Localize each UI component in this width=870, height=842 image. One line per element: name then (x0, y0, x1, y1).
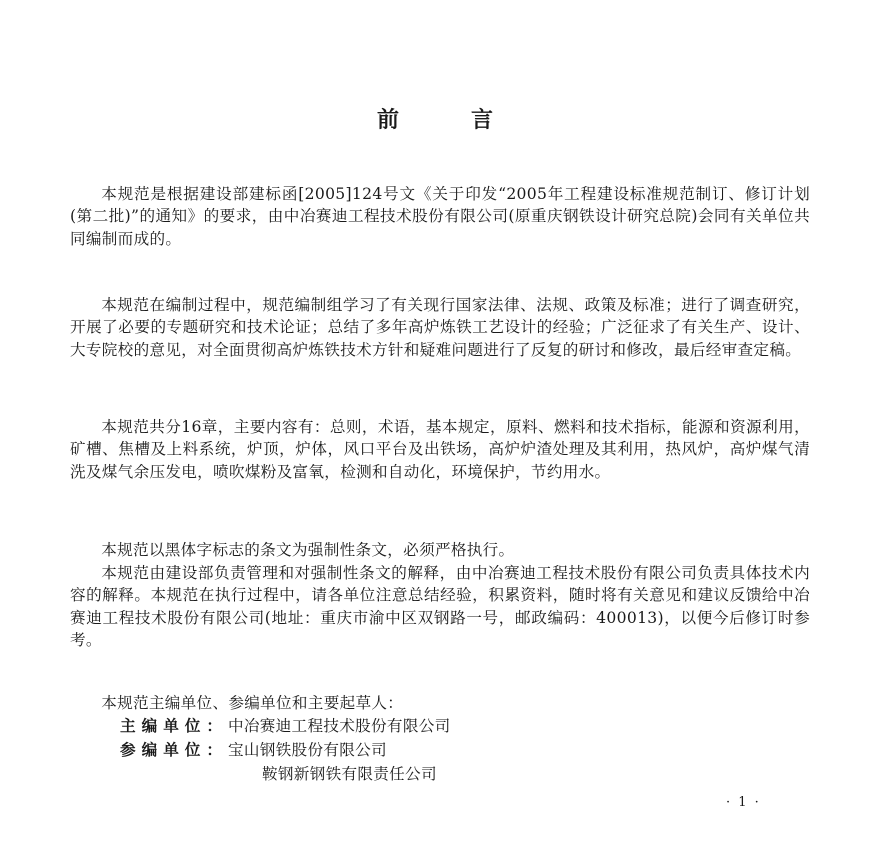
title-char-2: 言 (471, 108, 494, 133)
chief-unit-value: 中冶赛迪工程技术股份有限公司 (227, 717, 451, 735)
chief-unit-label: 主编单位： (120, 717, 228, 735)
participating-unit-label: 参编单位： (120, 741, 228, 759)
participating-unit-value-1: 宝山钢铁股份有限公司 (227, 741, 387, 759)
paragraph-units-intro: 本规范主编单位、参编单位和主要起草人： (101, 694, 404, 712)
page-number: · 1 · (726, 795, 761, 810)
page-title (0, 103, 870, 134)
participating-unit-line (120, 739, 387, 761)
title-char-1: 前 (376, 108, 399, 133)
paragraph-basis: 本规范是根据建设部建标函[2005]124号文《关于印发“2005年工程建设标准规范制订、修订计划(第二批)”的通知》的要求，由中冶赛迪工程技术股份有限公司(原重庆钢铁设计研究总院)会同有关单位共同编制而成的。 (70, 185, 810, 248)
participating-unit-value-2: 鞍钢新钢铁有限责任公司 (262, 765, 437, 783)
participating-unit-line-2 (262, 763, 437, 785)
paragraph-contents: 本规范共分16章，主要内容有：总则，术语，基本规定，原料、燃料和技术指标，能源和资源利用，矿槽、焦槽及上料系统，炉顶，炉体，风口平台及出铁场，高炉炉渣处理及其利用，热风炉，高炉煤气清洗及煤气余压发电，喷吹煤粉及富氧，检测和自动化，环境保护，节约用水。 (70, 418, 810, 481)
chief-unit-line (120, 715, 451, 737)
paragraph-mandatory: 本规范以黑体字标志的条文为强制性条文，必须严格执行。 (101, 541, 515, 559)
paragraph-management: 本规范由建设部负责管理和对强制性条文的解释，由中冶赛迪工程技术股份有限公司负责具体技术内容的解释。本规范在执行过程中，请各单位注意总结经验，积累资料，随时将有关意见和建议反馈给中冶赛迪工程技术股份有限公司(地址：重庆市渝中区双钢路一号，邮政编码：400013)，以便今后修订时参考。 (70, 564, 810, 650)
paragraph-process: 本规范在编制过程中，规范编制组学习了有关现行国家法律、法规、政策及标准；进行了调查研究，开展了必要的专题研究和技术论证；总结了多年高炉炼铁工艺设计的经验；广泛征求了有关生产、设计、大专院校的意见，对全面贯彻高炉炼铁技术方针和疑难问题进行了反复的研讨和修改，最后经审查定稿。 (70, 296, 810, 359)
